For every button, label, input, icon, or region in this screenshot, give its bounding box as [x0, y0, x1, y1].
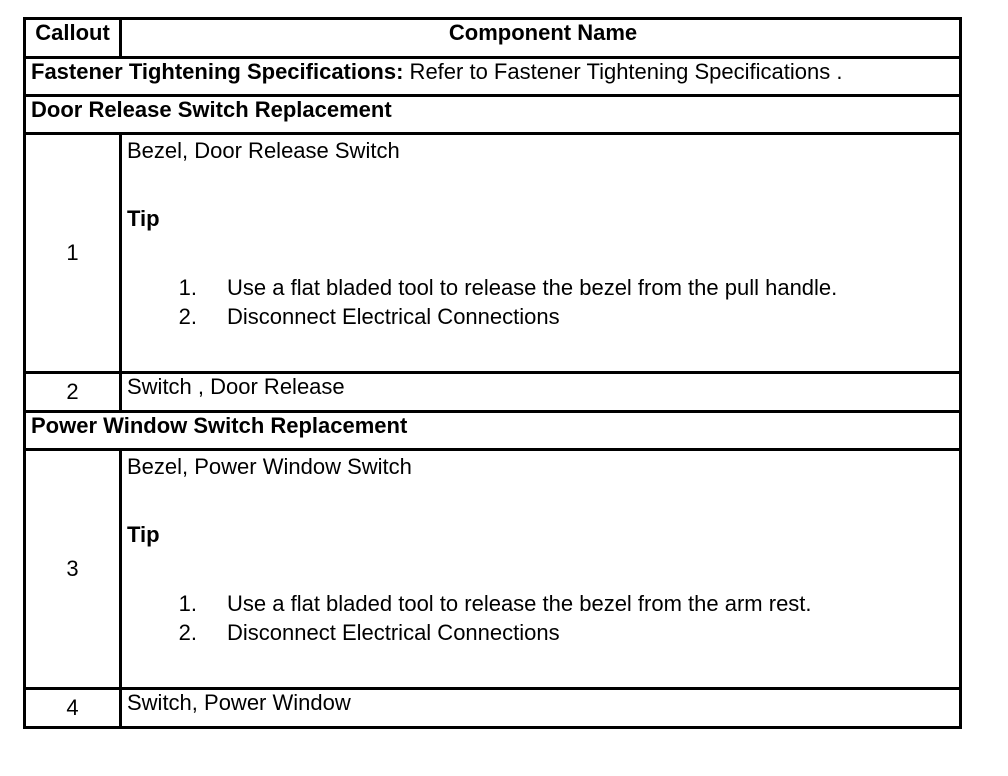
component-name-column-header: Component Name	[121, 19, 961, 58]
section-title-power-window: Power Window Switch Replacement	[25, 412, 961, 450]
step-text: Use a flat bladed tool to release the bezel from the arm rest.	[227, 591, 812, 616]
table-row	[25, 450, 961, 689]
callout-number: 3	[25, 450, 121, 689]
tip-label: Tip	[127, 206, 160, 231]
step-number: 2.	[178, 304, 197, 329]
step-number: 1.	[178, 591, 197, 616]
fastener-spec-row	[25, 58, 961, 96]
list-item	[127, 589, 959, 618]
section-title-door-release: Door Release Switch Replacement	[25, 96, 961, 134]
table-header-row	[25, 19, 961, 58]
list-item	[127, 302, 959, 331]
step-text: Disconnect Electrical Connections	[227, 304, 560, 329]
tip-steps-list	[127, 589, 959, 647]
fastener-spec-label: Fastener Tightening Specifications:	[31, 59, 404, 84]
callout-column-header: Callout	[25, 19, 121, 58]
table-row	[25, 134, 961, 373]
step-number: 2.	[178, 620, 197, 645]
tip-label: Tip	[127, 522, 160, 547]
table-row	[25, 373, 961, 412]
section-header-row	[25, 96, 961, 134]
callout-number: 1	[25, 134, 121, 373]
component-name: Bezel, Power Window Switch	[127, 454, 412, 479]
component-cell	[121, 450, 961, 689]
step-text: Disconnect Electrical Connections	[227, 620, 560, 645]
callout-number: 2	[25, 373, 121, 412]
component-name: Switch , Door Release	[121, 373, 961, 412]
component-name: Bezel, Door Release Switch	[127, 138, 400, 163]
list-item	[127, 273, 959, 302]
step-text: Use a flat bladed tool to release the bezel from the pull handle.	[227, 275, 838, 300]
fastener-spec-text: Refer to Fastener Tightening Specifications .	[403, 59, 843, 84]
tip-steps-list	[127, 273, 959, 331]
section-header-row	[25, 412, 961, 450]
list-item	[127, 618, 959, 647]
fastener-spec-cell	[25, 58, 961, 96]
table-row	[25, 689, 961, 728]
component-table	[23, 17, 962, 729]
callout-number: 4	[25, 689, 121, 728]
component-name: Switch, Power Window	[121, 689, 961, 728]
step-number: 1.	[178, 275, 197, 300]
component-cell	[121, 134, 961, 373]
